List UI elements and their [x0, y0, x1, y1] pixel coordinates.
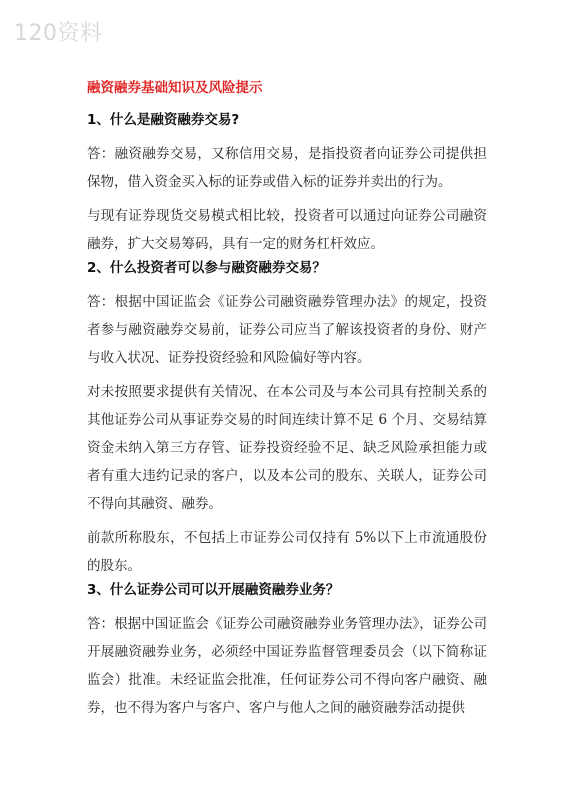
question-3-heading: 3、什么证券公司可以开展融资融券业务？ — [87, 582, 340, 598]
section-3-paragraph-1: 答：根据中国证监会《证券公司融资融券业务管理办法》，证券公司开展融资融券业务，必须经中国证券监督管理委员会（以下简称证监会）批准。未经证监会批准，任何证券公司不得向客户融资、融券，也不得为客户与客户、客户与他人之间的融资融券活动提供 — [87, 616, 487, 716]
section-3 — [87, 580, 487, 722]
watermark-text: 120资料 — [14, 21, 103, 46]
question-2-heading: 2、什么投资者可以参与融资融券交易？ — [87, 260, 326, 276]
document-body — [87, 78, 487, 722]
section-2 — [87, 258, 487, 580]
question-1-heading: 1、什么是融资融券交易? — [87, 112, 240, 128]
section-1-paragraph-1: 答：融资融券交易，又称信用交易，是指投资者向证券公司提供担保物，借入资金买入标的证券或借入标的证券并卖出的行为。 — [87, 146, 487, 190]
section-2-paragraph-3: 前款所称股东，不包括上市证券公司仅持有 5%以下上市流通股份的股东。 — [87, 530, 487, 574]
document-title: 融资融券基础知识及风险提示 — [87, 80, 263, 96]
section-2-paragraph-1: 答：根据中国证监会《证券公司融资融券管理办法》的规定，投资者参与融资融券交易前，证券公司应当了解该投资者的身份、财产与收入状况、证券投资经验和风险偏好等内容。 — [87, 294, 487, 366]
section-2-paragraph-2: 对未按照要求提供有关情况、在本公司及与本公司具有控制关系的其他证券公司从事证券交易的时间连续计算不足 6 个月、交易结算资金未纳入第三方存管、证券投资经验不足、缺乏风险承担能力或者有重大违约记录的客户，以及本公司的股东、关联人，证券公司不得向其融资、融券。 — [87, 384, 487, 512]
section-1-paragraph-2: 与现有证券现货交易模式相比较，投资者可以通过向证券公司融资融券，扩大交易筹码，具有一定的财务杠杆效应。 — [87, 208, 487, 252]
section-1 — [87, 110, 487, 258]
